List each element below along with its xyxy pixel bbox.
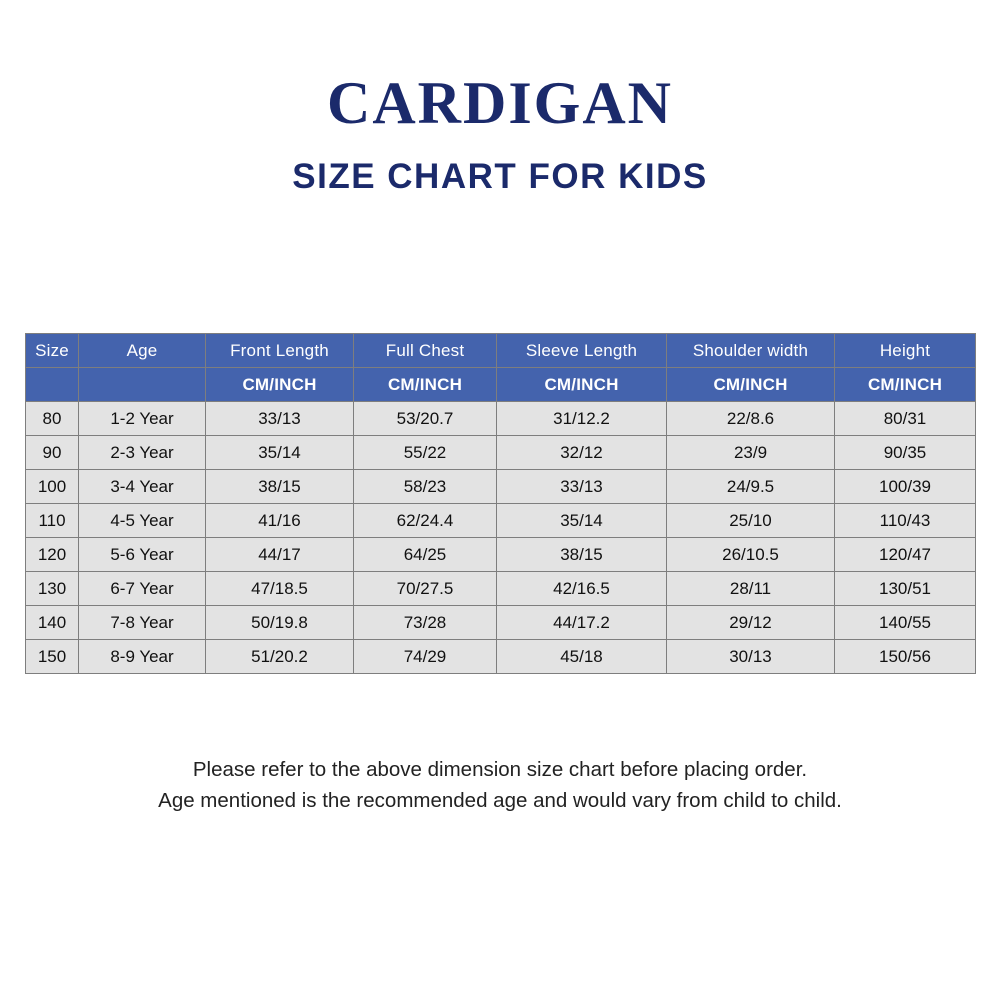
cell-full-chest: 73/28 [354, 606, 497, 640]
cell-front-length: 50/19.8 [206, 606, 354, 640]
table-row [26, 470, 976, 504]
cell-front-length: 47/18.5 [206, 572, 354, 606]
column-header-shoulder-width: Shoulder width [667, 334, 835, 368]
cell-full-chest: 74/29 [354, 640, 497, 674]
size-chart-table [25, 333, 976, 674]
table-header [26, 334, 976, 402]
cell-height: 140/55 [835, 606, 976, 640]
table-row [26, 606, 976, 640]
cell-full-chest: 55/22 [354, 436, 497, 470]
cell-age: 6-7 Year [79, 572, 206, 606]
cell-height: 150/56 [835, 640, 976, 674]
size-chart-table-wrapper [25, 333, 975, 674]
table-header-row [26, 334, 976, 368]
cell-age: 2-3 Year [79, 436, 206, 470]
table-body [26, 402, 976, 674]
unit-height: CM/INCH [835, 368, 976, 402]
cell-height: 100/39 [835, 470, 976, 504]
cell-age: 5-6 Year [79, 538, 206, 572]
cell-shoulder-width: 22/8.6 [667, 402, 835, 436]
cell-sleeve-length: 42/16.5 [497, 572, 667, 606]
cell-height: 80/31 [835, 402, 976, 436]
cell-full-chest: 58/23 [354, 470, 497, 504]
table-row [26, 640, 976, 674]
column-header-sleeve-length: Sleeve Length [497, 334, 667, 368]
cell-full-chest: 53/20.7 [354, 402, 497, 436]
table-unit-row [26, 368, 976, 402]
cell-age: 7-8 Year [79, 606, 206, 640]
cell-front-length: 41/16 [206, 504, 354, 538]
table-row [26, 436, 976, 470]
cell-shoulder-width: 24/9.5 [667, 470, 835, 504]
title-block [0, 0, 1000, 197]
page-title: CARDIGAN [327, 70, 673, 136]
cell-sleeve-length: 31/12.2 [497, 402, 667, 436]
cell-age: 8-9 Year [79, 640, 206, 674]
table-row [26, 402, 976, 436]
cell-full-chest: 70/27.5 [354, 572, 497, 606]
unit-sleeve-length: CM/INCH [497, 368, 667, 402]
column-header-front-length: Front Length [206, 334, 354, 368]
cell-size: 80 [26, 402, 79, 436]
page-subtitle: SIZE CHART FOR KIDS [292, 157, 708, 196]
cell-size: 90 [26, 436, 79, 470]
cell-height: 130/51 [835, 572, 976, 606]
cell-shoulder-width: 26/10.5 [667, 538, 835, 572]
footer-note-line-2: Age mentioned is the recommended age and would vary from child to child. [158, 788, 842, 812]
cell-age: 1-2 Year [79, 402, 206, 436]
cell-age: 4-5 Year [79, 504, 206, 538]
table-row [26, 572, 976, 606]
cell-size: 110 [26, 504, 79, 538]
table-row [26, 538, 976, 572]
cell-shoulder-width: 29/12 [667, 606, 835, 640]
cell-height: 90/35 [835, 436, 976, 470]
unit-full-chest: CM/INCH [354, 368, 497, 402]
cell-full-chest: 64/25 [354, 538, 497, 572]
cell-front-length: 35/14 [206, 436, 354, 470]
cell-size: 130 [26, 572, 79, 606]
cell-age: 3-4 Year [79, 470, 206, 504]
cell-shoulder-width: 25/10 [667, 504, 835, 538]
column-header-age: Age [79, 334, 206, 368]
cell-front-length: 33/13 [206, 402, 354, 436]
cell-sleeve-length: 33/13 [497, 470, 667, 504]
cell-shoulder-width: 30/13 [667, 640, 835, 674]
cell-sleeve-length: 45/18 [497, 640, 667, 674]
unit-age [79, 368, 206, 402]
cell-size: 140 [26, 606, 79, 640]
column-header-size: Size [26, 334, 79, 368]
cell-front-length: 51/20.2 [206, 640, 354, 674]
cell-size: 150 [26, 640, 79, 674]
cell-shoulder-width: 28/11 [667, 572, 835, 606]
cell-shoulder-width: 23/9 [667, 436, 835, 470]
cell-size: 120 [26, 538, 79, 572]
cell-sleeve-length: 44/17.2 [497, 606, 667, 640]
column-header-full-chest: Full Chest [354, 334, 497, 368]
cell-front-length: 38/15 [206, 470, 354, 504]
cell-sleeve-length: 38/15 [497, 538, 667, 572]
unit-front-length: CM/INCH [206, 368, 354, 402]
cell-full-chest: 62/24.4 [354, 504, 497, 538]
unit-shoulder-width: CM/INCH [667, 368, 835, 402]
cell-size: 100 [26, 470, 79, 504]
column-header-height: Height [835, 334, 976, 368]
cell-sleeve-length: 35/14 [497, 504, 667, 538]
cell-front-length: 44/17 [206, 538, 354, 572]
cell-sleeve-length: 32/12 [497, 436, 667, 470]
cell-height: 120/47 [835, 538, 976, 572]
cell-height: 110/43 [835, 504, 976, 538]
footer-note-line-1: Please refer to the above dimension size chart before placing order. [192, 758, 808, 781]
footer-note [0, 755, 1000, 817]
table-row [26, 504, 976, 538]
unit-size [26, 368, 79, 402]
